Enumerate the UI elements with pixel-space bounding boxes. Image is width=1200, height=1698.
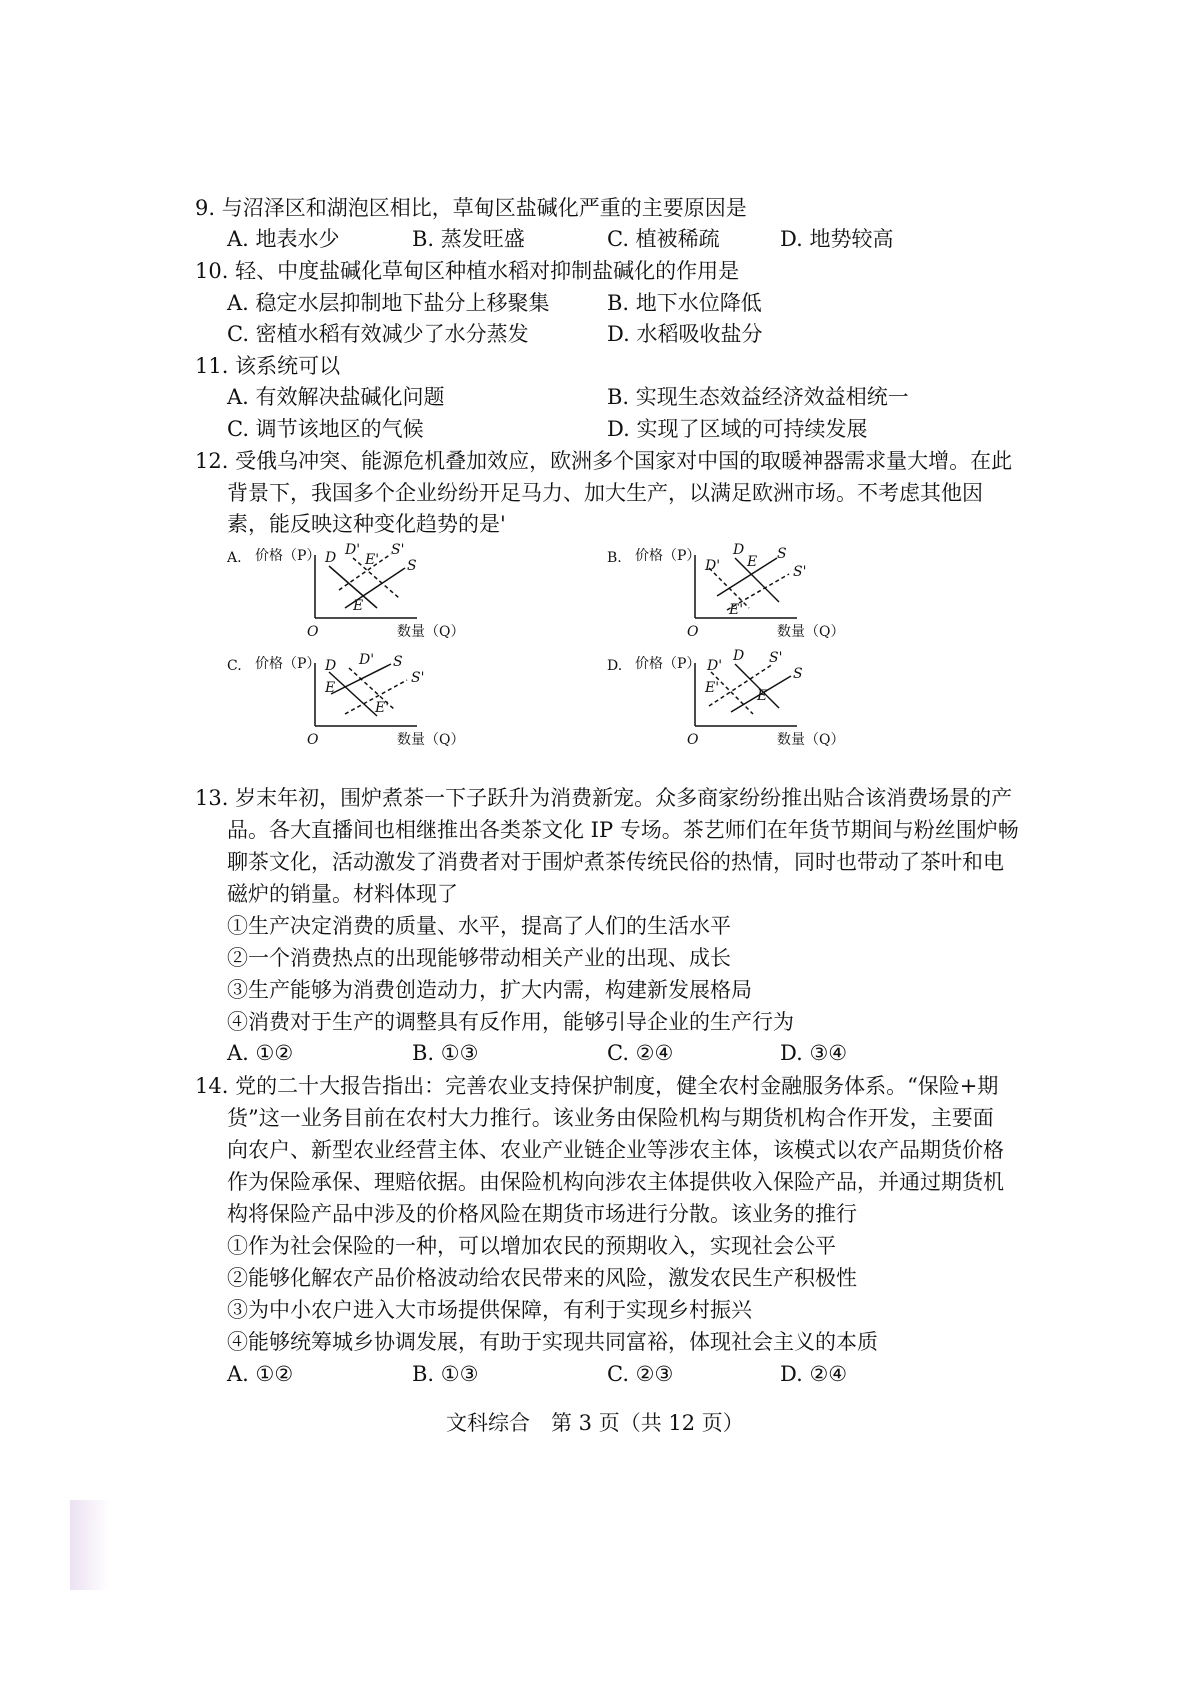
graph-a-label-d-prime: D' (345, 542, 361, 558)
q14-item-3: ③为中小农户进入大市场提供保障，有利于实现乡村振兴 (227, 1298, 752, 1322)
graph-b-label-e-prime: E' (729, 602, 744, 618)
q13-option-d: D. ③④ (780, 1041, 848, 1065)
q14-item-2: ②能够化解农产品价格波动给农民带来的风险，激发农民生产积极性 (227, 1266, 857, 1290)
q11-option-a: A. 有效解决盐碱化问题 (227, 385, 445, 409)
graph-a-label-s-prime: S' (391, 542, 405, 558)
graph-c-label-s: S (393, 654, 403, 670)
graph-d-label-s: S (793, 666, 803, 682)
graph-c-origin: O (307, 732, 319, 748)
graph-c-x-axis-label: 数量（Q） (397, 732, 465, 748)
graph-d-label-d: D (733, 648, 745, 664)
question-14-stem-line-3: 向农户、新型农业经营主体、农业产业链企业等涉农主体，该模式以农产品期货价格 (227, 1138, 1004, 1162)
q14-option-c: C. ②③ (607, 1362, 674, 1386)
q11-option-b: B. 实现生态效益经济效益相统一 (607, 385, 909, 409)
q14-option-b: B. ①③ (412, 1362, 479, 1386)
question-12-stem-line-2: 背景下，我国多个企业纷纷开足马力、加大生产，以满足欧洲市场。不考虑其他因 (227, 481, 983, 505)
q11-option-c: C. 调节该地区的气候 (227, 417, 424, 441)
q14-option-a: A. ①② (227, 1362, 294, 1386)
graph-a-label-e-prime: E' (365, 552, 380, 568)
graph-d-x-axis-label: 数量（Q） (777, 732, 845, 748)
graph-a-label-d: D (325, 550, 337, 566)
graph-b-label-d: D (733, 542, 745, 558)
graph-b-label-d-prime: D' (705, 558, 721, 574)
graph-d-label-e-prime: E' (705, 680, 720, 696)
graph-a-origin: O (307, 624, 319, 640)
q13-item-1: ①生产决定消费的质量、水平，提高了人们的生活水平 (227, 914, 731, 938)
q14-option-d: D. ②④ (780, 1362, 848, 1386)
question-9-stem: 9. 与沼泽区和湖泡区相比，草甸区盐碱化严重的主要原因是 (195, 196, 747, 220)
graph-d-label-d-prime: D' (707, 658, 723, 674)
graph-c-label-d: D (325, 658, 337, 674)
graph-c-y-axis-label: 价格（P） (255, 656, 321, 672)
q9-option-a: A. 地表水少 (227, 227, 340, 251)
graph-c-letter: C. (227, 658, 242, 674)
q13-item-2: ②一个消费热点的出现能够带动相关产业的出现、成长 (227, 946, 731, 970)
q10-option-a: A. 稳定水层抑制地下盐分上移聚集 (227, 291, 550, 315)
q10-option-d: D. 水稻吸收盐分 (607, 322, 763, 346)
graph-b-y-axis-label: 价格（P） (635, 548, 701, 564)
graph-b-letter: B. (607, 550, 622, 566)
graph-a-y-axis-label: 价格（P） (255, 548, 321, 564)
question-13-stem-line-1: 13. 岁末年初，围炉煮茶一下子跃升为消费新宠。众多商家纷纷推出贴合该消费场景的产 (195, 786, 1013, 810)
question-10-stem: 10. 轻、中度盐碱化草甸区种植水稻对抑制盐碱化的作用是 (195, 259, 740, 283)
graph-d-letter: D. (607, 658, 623, 674)
q12-graph-d (607, 648, 847, 758)
question-14-stem-line-2: 货”这一业务目前在农村大力推行。该业务由保险机构与期货机构合作开发，主要面 (227, 1106, 994, 1130)
graph-c-supply-curve (331, 664, 391, 694)
question-13-stem-line-3: 聊茶文化，活动激发了消费者对于围炉煮茶传统民俗的热情，同时也带动了茶叶和电 (227, 850, 1004, 874)
q12-graph-c (227, 648, 465, 758)
page-footer: 文科综合 第 3 页（共 12 页） (446, 1411, 744, 1435)
graph-a-x-axis-label: 数量（Q） (397, 624, 465, 640)
graph-d-label-e: E (757, 688, 768, 704)
graph-d-label-s-prime: S' (769, 650, 783, 666)
question-14-stem-line-4: 作为保险承保、理赔依据。由保险机构向涉农主体提供收入保险产品，并通过期货机 (227, 1170, 1004, 1194)
graph-c-label-d-prime: D' (359, 652, 375, 668)
q13-option-a: A. ①② (227, 1041, 294, 1065)
graph-b-origin: O (687, 624, 699, 640)
q13-item-4: ④消费对于生产的调整具有反作用，能够引导企业的生产行为 (227, 1010, 794, 1034)
q10-option-b: B. 地下水位降低 (607, 291, 762, 315)
graph-c-label-s-prime: S' (411, 670, 425, 686)
graph-c-label-e: E (325, 680, 336, 696)
q9-option-b: B. 蒸发旺盛 (412, 227, 525, 251)
graph-a-label-s: S (407, 558, 417, 574)
question-11-stem: 11. 该系统可以 (195, 354, 341, 378)
graph-b-label-s: S (777, 546, 787, 562)
q13-option-c: C. ②④ (607, 1041, 674, 1065)
q10-option-c: C. 密植水稻有效减少了水分蒸发 (227, 322, 529, 346)
graph-d-origin: O (687, 732, 699, 748)
q14-item-1: ①作为社会保险的一种，可以增加农民的预期收入，实现社会公平 (227, 1234, 836, 1258)
q9-option-c: C. 植被稀疏 (607, 227, 720, 251)
question-13-stem-line-4: 磁炉的销量。材料体现了 (227, 882, 458, 906)
question-13-stem-line-2: 品。各大直播间也相继推出各类茶文化 IP 专场。茶艺师们在年货节期间与粉丝围炉畅 (227, 818, 1019, 842)
graph-b-label-s-prime: S' (793, 564, 807, 580)
q11-option-d: D. 实现了区域的可持续发展 (607, 417, 868, 441)
graph-a-label-e: E (353, 598, 364, 614)
graph-c-label-e-prime: E' (375, 700, 390, 716)
question-12-stem-line-3: 素，能反映这种变化趋势的是' (227, 512, 506, 536)
graph-b-x-axis-label: 数量（Q） (777, 624, 845, 640)
graph-a-letter: A. (227, 550, 242, 566)
q12-graph-a (227, 540, 465, 650)
q13-item-3: ③生产能够为消费创造动力，扩大内需，构建新发展格局 (227, 978, 752, 1002)
scan-artifact (70, 1500, 110, 1590)
q14-item-4: ④能够统筹城乡协调发展，有助于实现共同富裕，体现社会主义的本质 (227, 1330, 878, 1354)
question-14-stem-line-1: 14. 党的二十大报告指出：完善农业支持保护制度，健全农村金融服务体系。“保险+期 (195, 1074, 999, 1098)
q9-option-d: D. 地势较高 (780, 227, 894, 251)
question-14-stem-line-5: 构将保险产品中涉及的价格风险在期货市场进行分散。该业务的推行 (227, 1202, 857, 1226)
graph-d-y-axis-label: 价格（P） (635, 656, 701, 672)
q13-option-b: B. ①③ (412, 1041, 479, 1065)
q12-graph-b (607, 540, 847, 650)
graph-b-label-e: E (747, 554, 758, 570)
question-12-stem-line-1: 12. 受俄乌冲突、能源危机叠加效应，欧洲多个国家对中国的取暖神器需求量大增。在此 (195, 449, 1013, 473)
